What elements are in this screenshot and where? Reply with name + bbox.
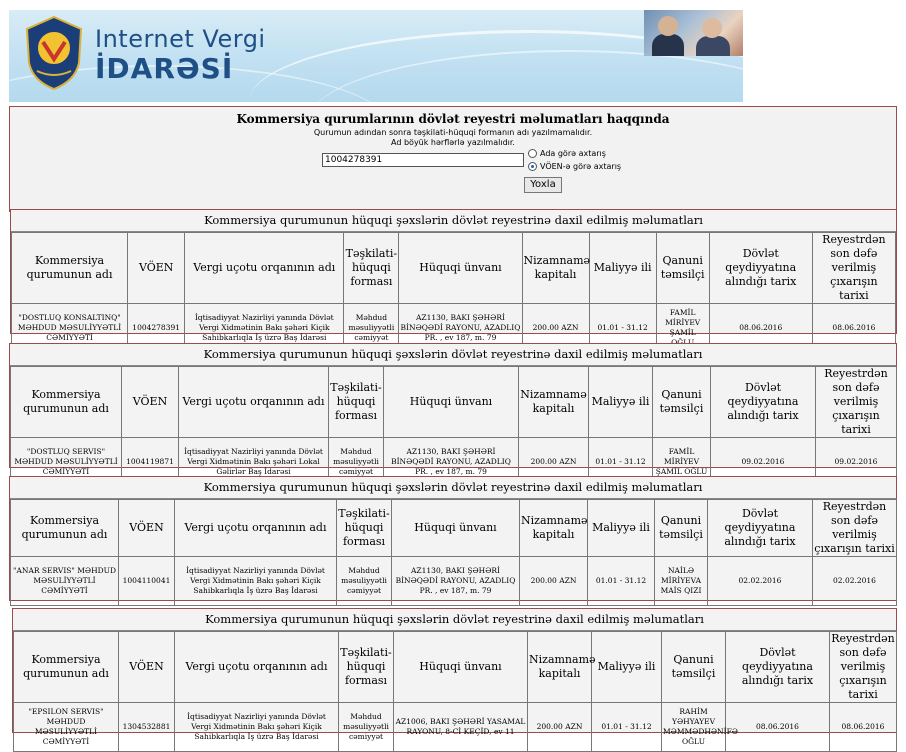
search-title: Kommersiya qurumlarının dövlət reyestri məlumatları haqqında [236,112,670,126]
column-header: Maliyyə ili [588,500,655,557]
column-header: Kommersiya qurumunun adı [11,367,122,438]
result-table [13,631,897,752]
search-input[interactable] [322,153,524,167]
table-header-row [11,500,897,557]
cell-tax-authority: İqtisadiyyat Nazirliyi yanında Dövlət Vergi Xidmətinin Bakı şəhəri Kiçik Sahibkarlıqla İş üzrə Baş İdarəsi [175,557,337,606]
result-caption: Kommersiya qurumunun hüquqi şəxslərin dövlət reyestrinə daxil edilmiş məlumatları [13,609,896,631]
cell-fiscal-year: 01.01 - 31.12 [592,703,662,752]
cell-representative: NAİLƏ MİRİYEVA MAİS QIZI [655,557,708,606]
cell-fiscal-year: 01.01 - 31.12 [588,557,655,606]
radio-dot-selected[interactable] [528,162,537,171]
search-hint-uppercase: Ad böyük hərflərlə yazılmalıdır. [391,138,515,147]
cell-legal-form: Məhdud məsuliyyətli cəmiyyət [337,557,392,606]
cell-capital: 200.00 AZN [520,557,588,606]
column-header: Hüquqi ünvanı [384,367,519,438]
cell-fiscal-year: 01.01 - 31.12 [589,304,656,353]
column-header: Hüquqi ünvanı [399,233,522,304]
column-header: Vergi uçotu orqanının adı [179,367,329,438]
cell-legal-form: Məhdud məsuliyyətli cəmiyyət [339,703,394,752]
cell-legal-form: Məhdud məsuliyyətli cəmiyyət [344,304,399,353]
column-header: Təşkilati-hüquqi forması [339,632,394,703]
cell-tax-authority: İqtisadiyyat Nazirliyi yanında Dövlət Vergi Xidmətinin Bakı şəhəri Kiçik Sahibkarlıqla İş üzrə Baş İdarəsi [185,304,344,353]
column-header: Reyestrdən son dəfə verilmiş çıxarışın tarixi [812,233,895,304]
column-header: Vergi uçotu orqanının adı [175,632,339,703]
radio-search-by-voen[interactable] [528,162,621,171]
result-block [12,608,897,746]
column-header: VÖEN [128,233,185,304]
cell-voen: 1004110041 [119,557,175,606]
search-hint-form: Qurumun adından sonra təşkilati-hüquqi formanın adı yazılmamalıdır. [313,128,593,137]
column-header: Vergi uçotu orqanının adı [175,500,337,557]
result-caption: Kommersiya qurumunun hüquqi şəxslərin dövlət reyestrinə daxil edilmiş məlumatları [11,210,896,232]
radio-label: Ada görə axtarış [540,149,606,158]
column-header: Nizamnamə kapitalı [522,233,589,304]
result-block [9,343,897,476]
column-header: Nizamnamə kapitalı [528,632,592,703]
cell-name: "EPSILON SERVIS" MƏHDUD MƏSULİYYƏTLİ CƏMİYYƏTİ [14,703,119,752]
brand-title-line1: Internet Vergi [95,25,266,53]
result-caption: Kommersiya qurumunun hüquqi şəxslərin dövlət reyestrinə daxil edilmiş məlumatları [10,477,896,499]
column-header: Kommersiya qurumunun adı [11,500,119,557]
cell-extract-date: 02.02.2016 [813,557,897,606]
cell-representative: RAHİM YƏHYAYEV MƏMMƏDHƏNİFƏ OĞLU [662,703,726,752]
cell-voen: 1304532881 [119,703,175,752]
result-table [10,366,897,487]
cell-representative: FAMİL MİRİYEV ŞAMİL OĞLU [653,438,711,487]
column-header: Vergi uçotu orqanının adı [185,233,344,304]
result-block [9,476,897,601]
column-header: Reyestrdən son dəfə verilmiş çıxarışın tarixi [831,632,895,701]
column-header: VÖEN [119,632,175,703]
column-header: VÖEN [122,367,179,438]
table-row [14,703,897,752]
cell-address: AZ1130, BAKI ŞƏHƏRİ BİNƏQƏDİ RAYONU, AZADLIQ PR. , ev 187, m. 79 [384,438,519,487]
table-row [11,557,897,606]
cell-capital: 200.00 AZN [522,304,589,353]
cell-tax-authority: İqtisadiyyat Nazirliyi yanında Dövlət Vergi Xidmətinin Bakı şəhəri Kiçik Sahibkarlıqla İş üzrə Baş İdarəsi [175,703,339,752]
cell-registration-date: 09.02.2016 [711,438,816,487]
cell-name: "ANAR SERVIS" MƏHDUD MƏSULİYYƏTLİ CƏMİYYƏTİ [11,557,119,606]
cell-voen: 1004278391 [128,304,185,353]
cell-voen: 1004119871 [122,438,179,487]
result-caption: Kommersiya qurumunun hüquqi şəxslərin dövlət reyestrinə daxil edilmiş məlumatları [10,344,896,366]
column-header: Hüquqi ünvanı [394,632,528,703]
search-panel [9,106,897,212]
column-header: Qanuni təmsilçi [655,500,708,557]
cell-registration-date: 02.02.2016 [708,557,813,606]
column-header: Reyestrdən son dəfə verilmiş çıxarışın tarixi [814,500,895,555]
result-block [10,209,897,342]
column-header: Kommersiya qurumunun adı [14,632,119,703]
column-header: Hüquqi ünvanı [392,500,520,557]
column-header: Nizamnamə kapitalı [519,367,589,438]
cell-address: AZ1130, BAKI ŞƏHƏRİ BİNƏQƏDİ RAYONU, AZADLIQ PR. , ev 187, m. 79 [392,557,520,606]
column-header: VÖEN [119,500,175,557]
cell-extract-date: 09.02.2016 [816,438,897,487]
column-header: Reyestrdən son dəfə verilmiş çıxarışın tarixi [816,367,897,438]
cell-address: AZ1006, BAKI ŞƏHƏRİ YASAMAL RAYONU, 8-Cİ KEÇİD, ev 11 [394,703,528,752]
cell-fiscal-year: 01.01 - 31.12 [589,438,653,487]
cell-extract-date: 08.06.2016 [830,703,897,752]
cell-address: AZ1130, BAKI ŞƏHƏRİ BİNƏQƏDİ RAYONU, AZADLIQ PR. , ev 187, m. 79 [399,304,522,353]
result-table [10,499,897,606]
column-header: Qanuni təmsilçi [656,233,709,304]
column-header: Qanuni təmsilçi [653,367,711,438]
cell-capital: 200.00 AZN [519,438,589,487]
cell-representative: FAMİL MİRİYEV ŞAMİL [656,304,709,353]
column-header: Nizamnamə kapitalı [520,500,588,557]
radio-dot[interactable] [528,149,537,158]
officials-photo [644,10,743,56]
table-header-row [11,367,897,438]
site-banner [9,10,743,102]
column-header: Dövlət qeydiyyatına alındığı tarix [726,632,830,703]
radio-label: VÖEN-ə görə axtarış [540,162,622,171]
table-header-row [12,233,896,304]
column-header: Maliyyə ili [592,632,662,703]
radio-search-by-name[interactable] [528,149,606,158]
cell-registration-date: 08.06.2016 [726,703,830,752]
check-button[interactable]: Yoxla [524,177,562,193]
column-header: Maliyyə ili [589,367,653,438]
result-table [11,232,896,353]
brand-title-line2: İDARƏSİ [95,52,234,85]
column-header: Dövlət qeydiyyatına alındığı tarix [711,367,816,438]
cell-capital: 200.00 AZN [528,703,592,752]
cell-tax-authority: İqtisadiyyat Nazirliyi yanında Dövlət Vergi Xidmətinin Bakı şəhəri Lokal Gəlirlər Baş İdarəsi [179,438,329,487]
column-header: Dövlət qeydiyyatına alındığı tarix [708,500,813,557]
column-header: Təşkilati-hüquqi forması [337,500,392,557]
column-header: Təşkilati-hüquqi forması [344,233,399,304]
column-header: Təşkilati-hüquqi forması [329,367,384,438]
tax-ministry-emblem-icon [23,15,85,91]
table-header-row [14,632,897,703]
cell-registration-date: 08.06.2016 [709,304,812,353]
column-header: Maliyyə ili [589,233,656,304]
column-header: Dövlət qeydiyyatına alındığı tarix [709,233,812,304]
cell-extract-date: 08.06.2016 [812,304,895,353]
column-header: Qanuni təmsilçi [662,632,726,703]
cell-name: "DOSTLUQ KONSALTINQ" MƏHDUD MƏSULİYYƏTLİ CƏMİYYƏTİ [12,304,128,353]
column-header: Kommersiya qurumunun adı [12,233,128,304]
cell-legal-form: Məhdud məsuliyyətli cəmiyyət [329,438,384,487]
cell-name: "DOSTLUQ SERVIS" MƏHDUD MƏSULİYYƏTLİ CƏMİYYƏTİ [11,438,122,487]
